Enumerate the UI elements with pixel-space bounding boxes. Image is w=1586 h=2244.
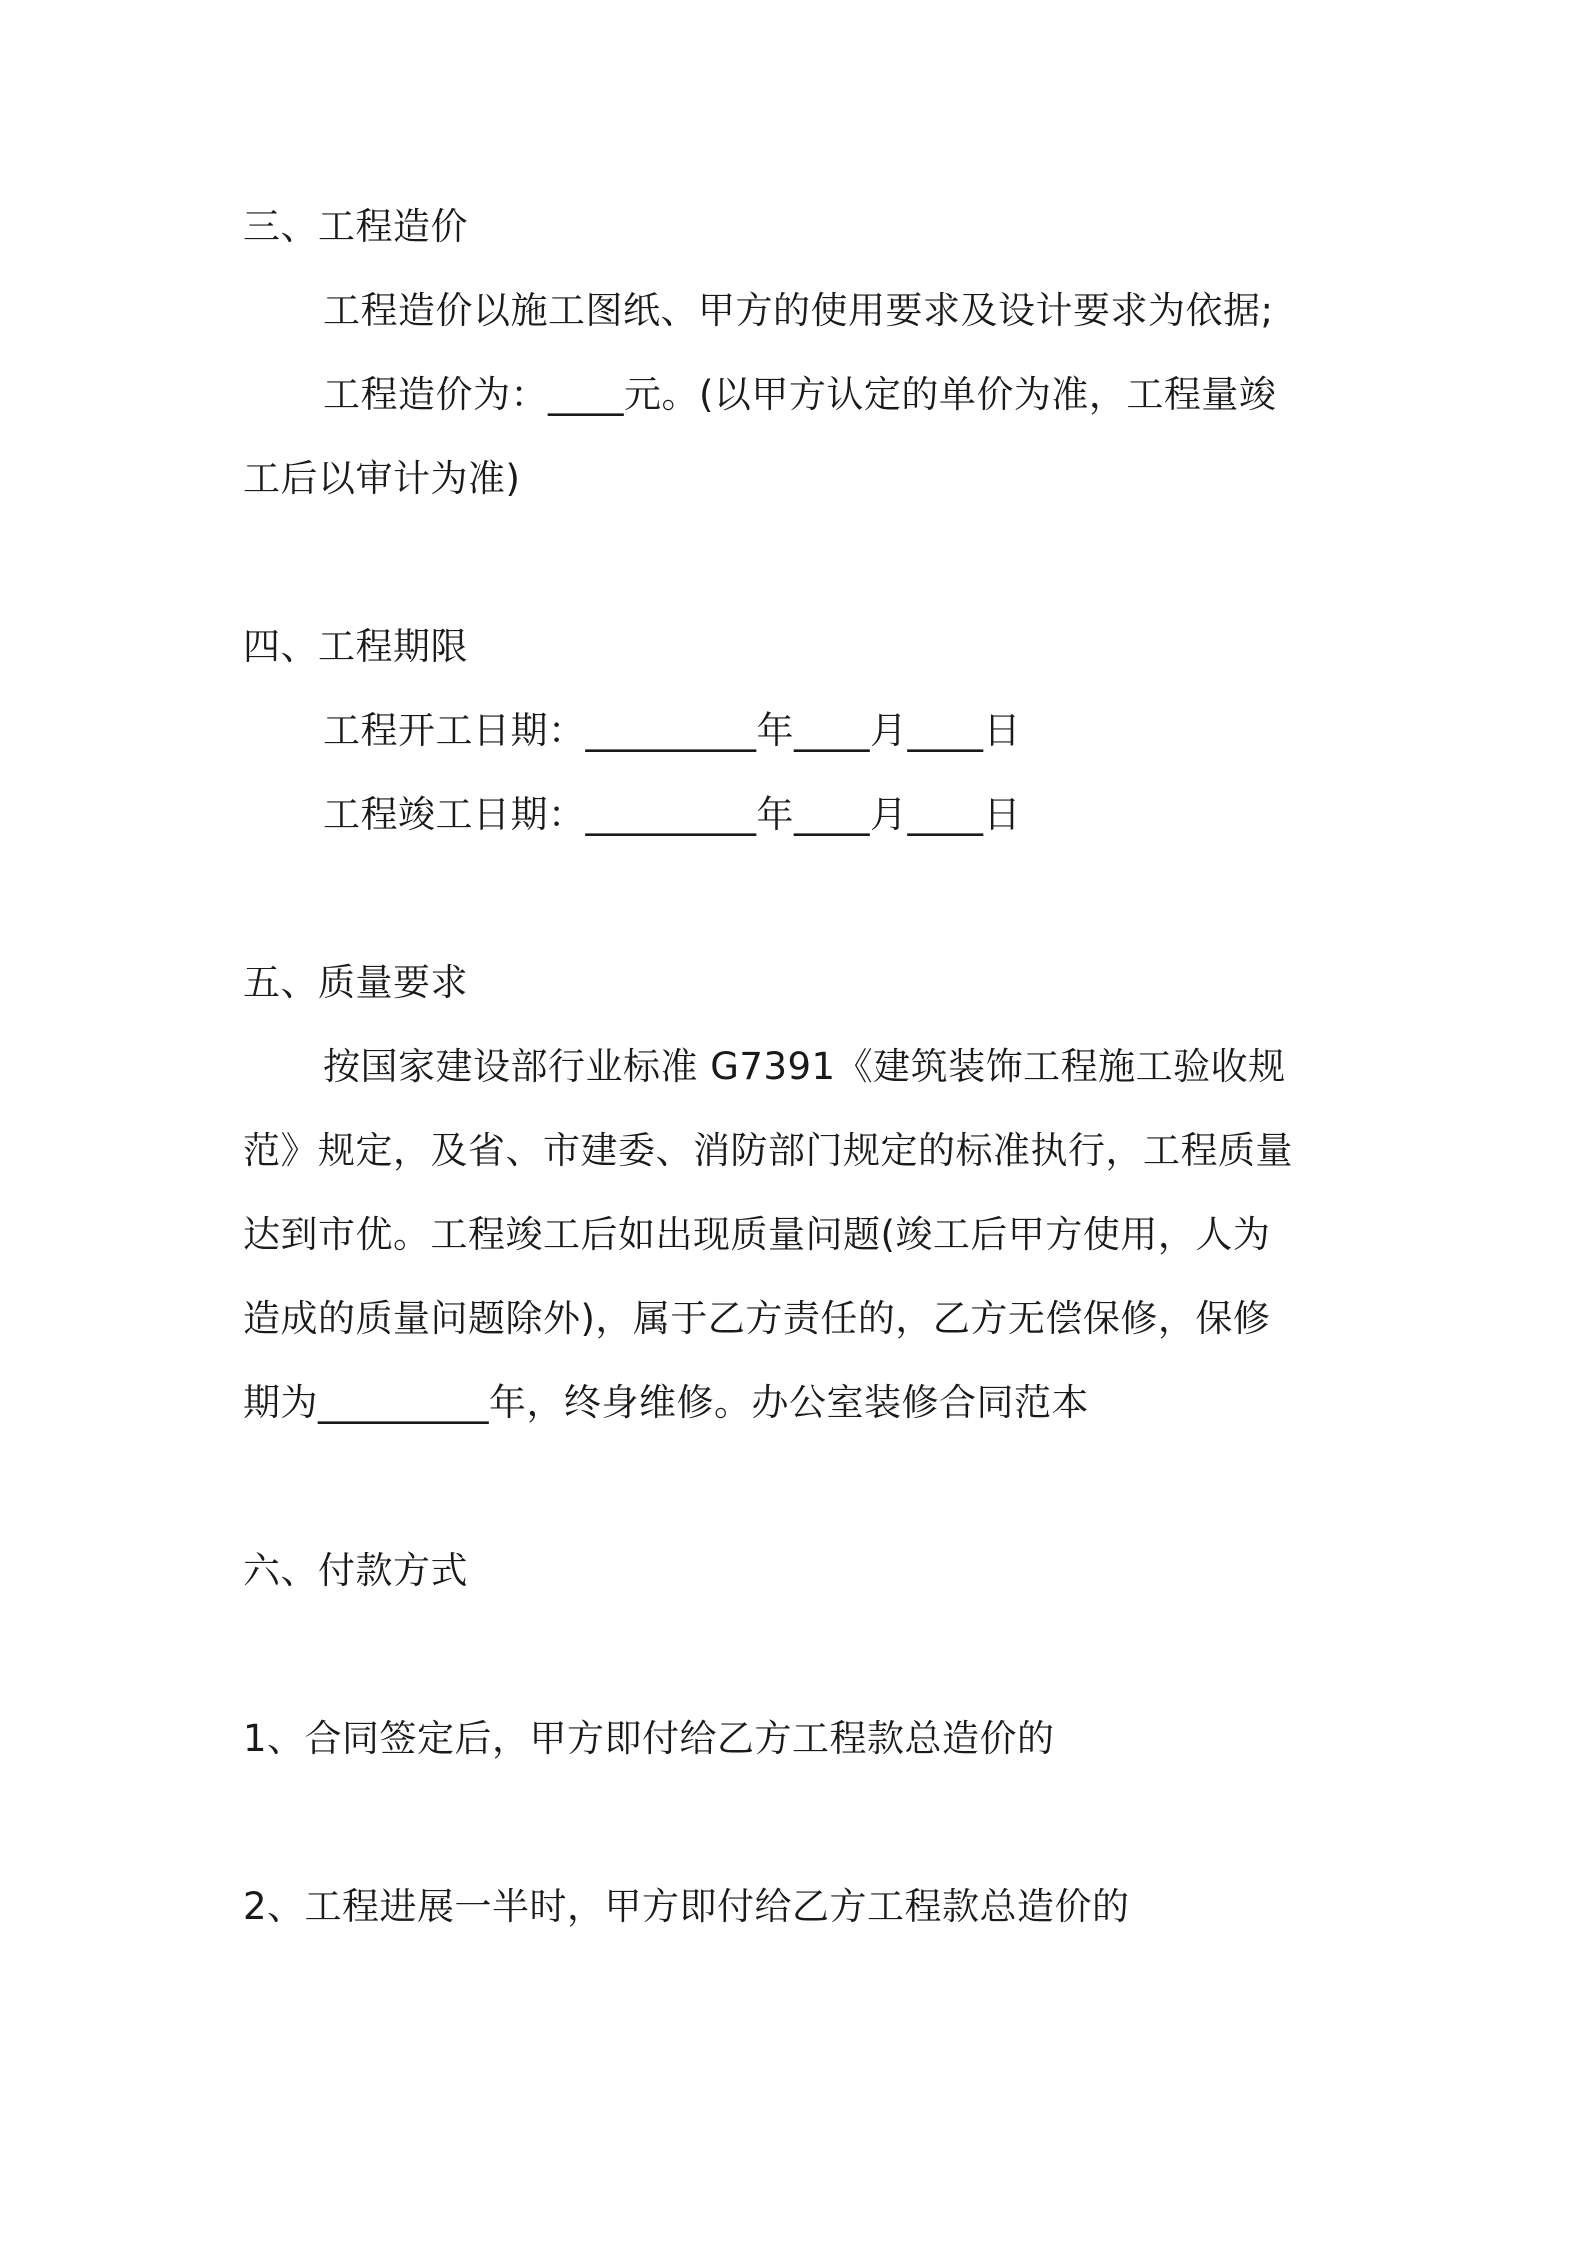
section-4-heading: 四、工程期限: [243, 625, 468, 668]
section-3-paragraph-2-line-2: 工后以审计为准): [243, 457, 521, 500]
section-5-line-4: 造成的质量问题除外)，属于乙方责任的，乙方无偿保修，保修: [243, 1297, 1271, 1340]
section-5-heading: 五、质量要求: [243, 961, 468, 1004]
section-3-paragraph-1: 工程造价以施工图纸、甲方的使用要求及设计要求为依据;: [323, 289, 1274, 332]
section-6-item-1: 1、合同签定后，甲方即付给乙方工程款总造价的: [243, 1717, 1055, 1760]
section-5-line-5: 期为_________年，终身维修。办公室装修合同范本: [243, 1381, 1089, 1424]
section-6-item-2: 2、工程进展一半时，甲方即付给乙方工程款总造价的: [243, 1885, 1130, 1928]
section-3-paragraph-2-line-1: 工程造价为：____元。(以甲方认定的单价为准，工程量竣: [323, 373, 1277, 416]
section-5-line-1: 按国家建设部行业标准 G7391《建筑装饰工程施工验收规: [323, 1045, 1286, 1088]
section-4-end-date: 工程竣工日期：_________年____月____日: [323, 793, 1021, 836]
section-5-line-3: 达到市优。工程竣工后如出现质量问题(竣工后甲方使用，人为: [243, 1213, 1271, 1256]
section-4-start-date: 工程开工日期：_________年____月____日: [323, 709, 1021, 752]
section-6-heading: 六、付款方式: [243, 1549, 468, 1592]
section-3-heading: 三、工程造价: [243, 205, 468, 248]
section-5-line-2: 范》规定，及省、市建委、消防部门规定的标准执行，工程质量: [243, 1129, 1293, 1172]
